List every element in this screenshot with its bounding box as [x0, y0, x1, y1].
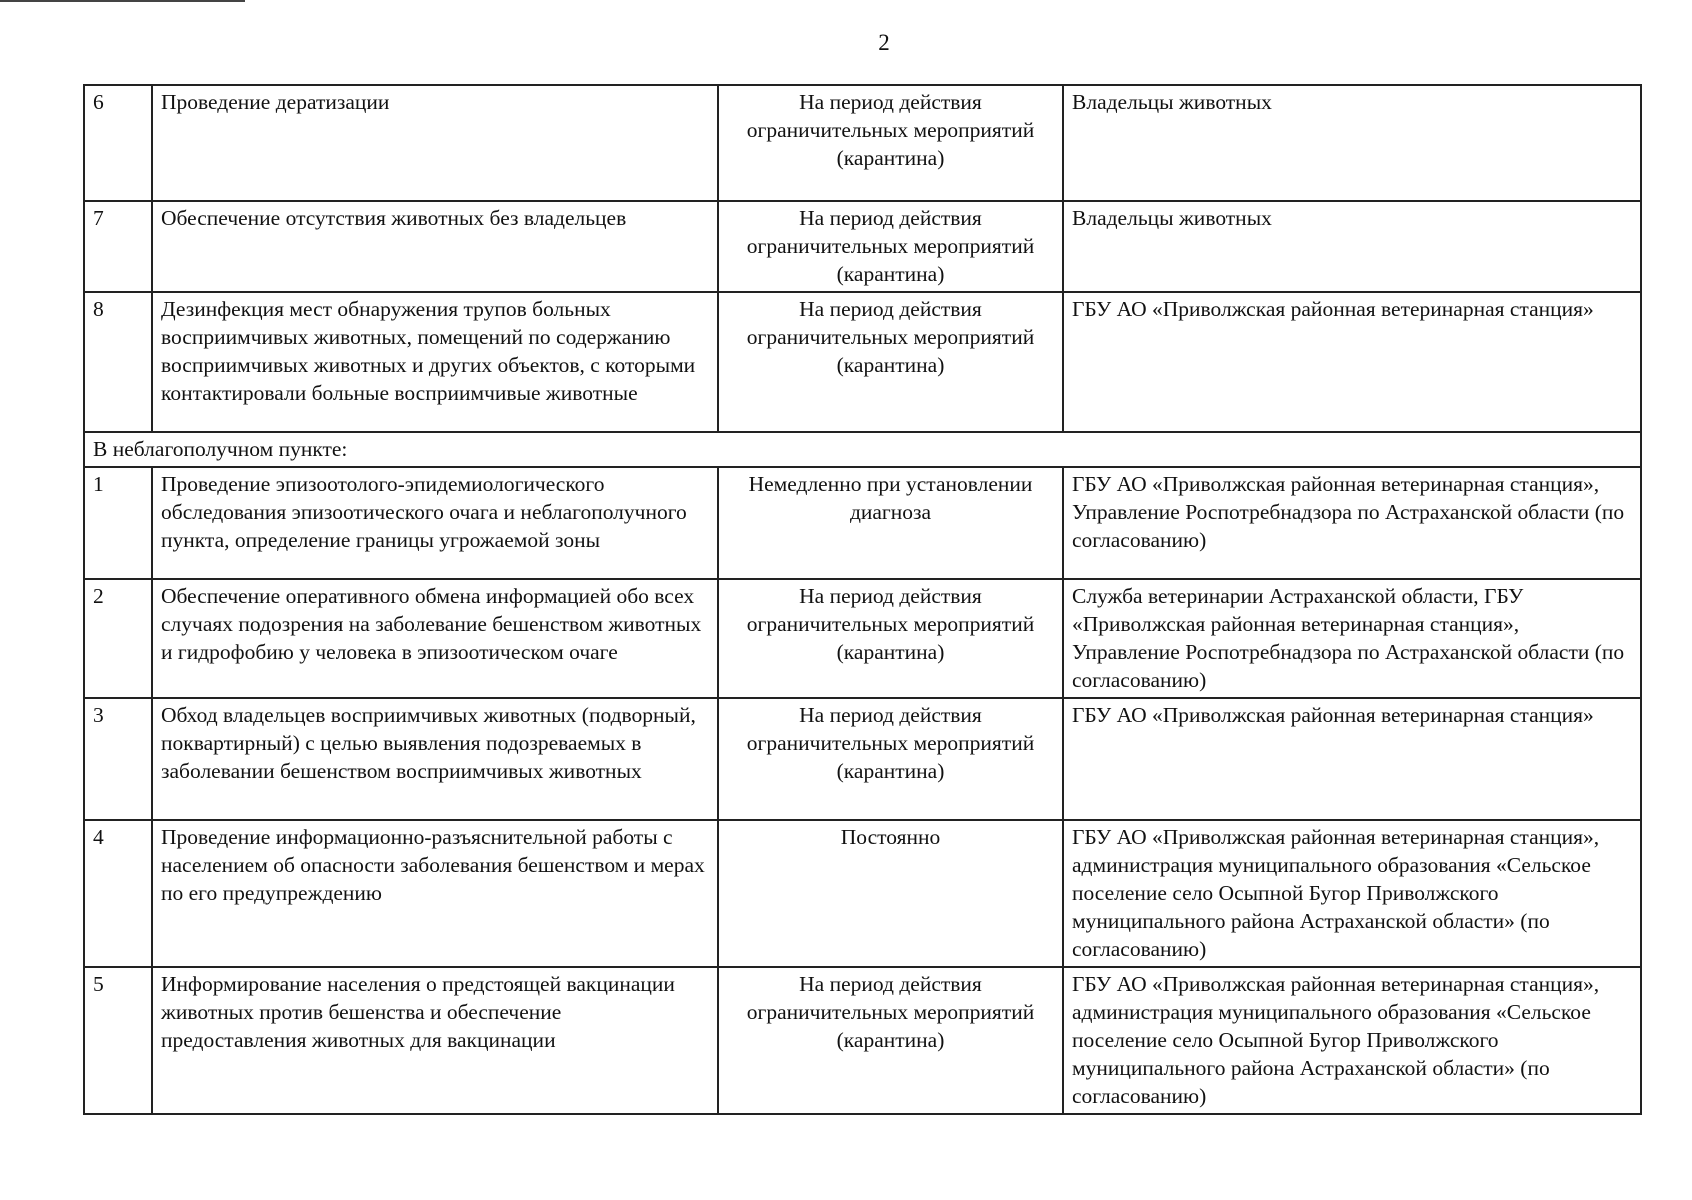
row-number: 6	[84, 85, 152, 201]
table-row	[84, 698, 1641, 820]
top-edge-line	[0, 0, 245, 2]
row-number: 8	[84, 292, 152, 432]
section-title: В неблагополучном пункте:	[84, 432, 1641, 467]
row-action: Обеспечение отсутствия животных без владельцев	[152, 201, 718, 292]
row-action: Дезинфекция мест обнаружения трупов больных восприимчивых животных, помещений по содержанию восприимчивых животных и других объектов, с которыми контактировали больные восприимчивые животные	[152, 292, 718, 432]
row-responsible: Владельцы животных	[1063, 85, 1641, 201]
row-action: Проведение дератизации	[152, 85, 718, 201]
row-responsible: ГБУ АО «Приволжская районная ветеринарная станция», администрация муниципального образования «Сельское поселение село Осыпной Бугор Приволжского муниципального района Астраханской области» (по согласованию)	[1063, 820, 1641, 967]
row-term: На период действия ограничительных мероприятий (карантина)	[718, 292, 1063, 432]
row-term: На период действия ограничительных мероприятий (карантина)	[718, 201, 1063, 292]
row-number: 1	[84, 467, 152, 579]
row-responsible: ГБУ АО «Приволжская районная ветеринарная станция»	[1063, 292, 1641, 432]
row-action: Проведение информационно-разъяснительной работы с населением об опасности заболевания бешенством и мерах по его предупреждению	[152, 820, 718, 967]
page-number: 2	[878, 30, 890, 55]
row-action: Обеспечение оперативного обмена информацией обо всех случаях подозрения на заболевание бешенством животных и гидрофобию у человека в эпизоотическом очаге	[152, 579, 718, 698]
row-number: 4	[84, 820, 152, 967]
table-row	[84, 579, 1641, 698]
row-term: На период действия ограничительных мероприятий (карантина)	[718, 698, 1063, 820]
row-action: Информирование населения о предстоящей вакцинации животных против бешенства и обеспечение предоставления животных для вакцинации	[152, 967, 718, 1114]
table-row	[84, 967, 1641, 1114]
section-row	[84, 432, 1641, 467]
table-row	[84, 292, 1641, 432]
row-number: 7	[84, 201, 152, 292]
row-action: Проведение эпизоотолого-эпидемиологического обследования эпизоотического очага и неблагополучного пункта, определение границы угрожаемой зоны	[152, 467, 718, 579]
row-term: На период действия ограничительных мероприятий (карантина)	[718, 85, 1063, 201]
row-responsible: Владельцы животных	[1063, 201, 1641, 292]
measures-table	[83, 84, 1642, 1115]
row-number: 3	[84, 698, 152, 820]
row-term: Немедленно при установлении диагноза	[718, 467, 1063, 579]
table-row	[84, 467, 1641, 579]
row-responsible: Служба ветеринарии Астраханской области, ГБУ «Приволжская районная ветеринарная станция», Управление Роспотребнадзора по Астраханской области (по согласованию)	[1063, 579, 1641, 698]
row-action: Обход владельцев восприимчивых животных (подворный, поквартирный) с целью выявления подозреваемых в заболевании бешенством восприимчивых животных	[152, 698, 718, 820]
table-row	[84, 201, 1641, 292]
row-term: На период действия ограничительных мероприятий (карантина)	[718, 967, 1063, 1114]
row-number: 5	[84, 967, 152, 1114]
row-responsible: ГБУ АО «Приволжская районная ветеринарная станция»	[1063, 698, 1641, 820]
row-term: На период действия ограничительных мероприятий (карантина)	[718, 579, 1063, 698]
row-responsible: ГБУ АО «Приволжская районная ветеринарная станция», администрация муниципального образования «Сельское поселение село Осыпной Бугор Приволжского муниципального района Астраханской области» (по согласованию)	[1063, 967, 1641, 1114]
table-row	[84, 85, 1641, 201]
row-number: 2	[84, 579, 152, 698]
row-responsible: ГБУ АО «Приволжская районная ветеринарная станция», Управление Роспотребнадзора по Астраханской области (по согласованию)	[1063, 467, 1641, 579]
row-term: Постоянно	[718, 820, 1063, 967]
table-row	[84, 820, 1641, 967]
